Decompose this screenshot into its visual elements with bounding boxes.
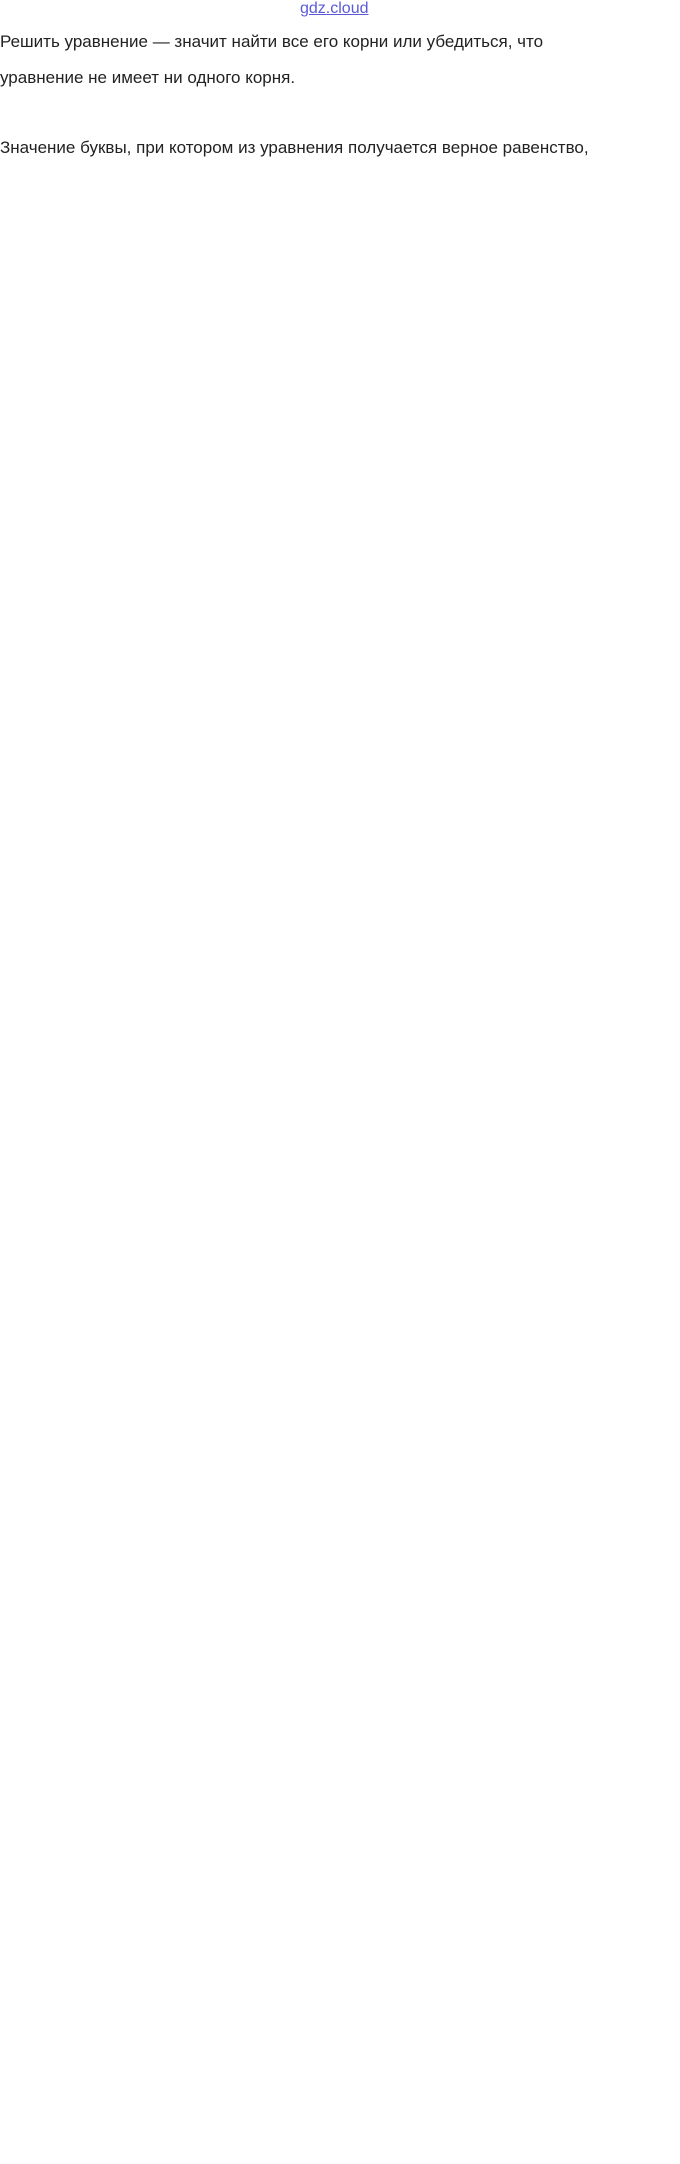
text-line: уравнение не имеет ни одного корня. (0, 68, 296, 87)
header-watermark-link[interactable]: gdz.cloud (300, 0, 369, 17)
text-line: Значение буквы, при котором из уравнения получается верное равенство, (0, 138, 589, 157)
text-line: Решить уравнение — значит найти все его корни или убедиться, что (0, 32, 544, 51)
